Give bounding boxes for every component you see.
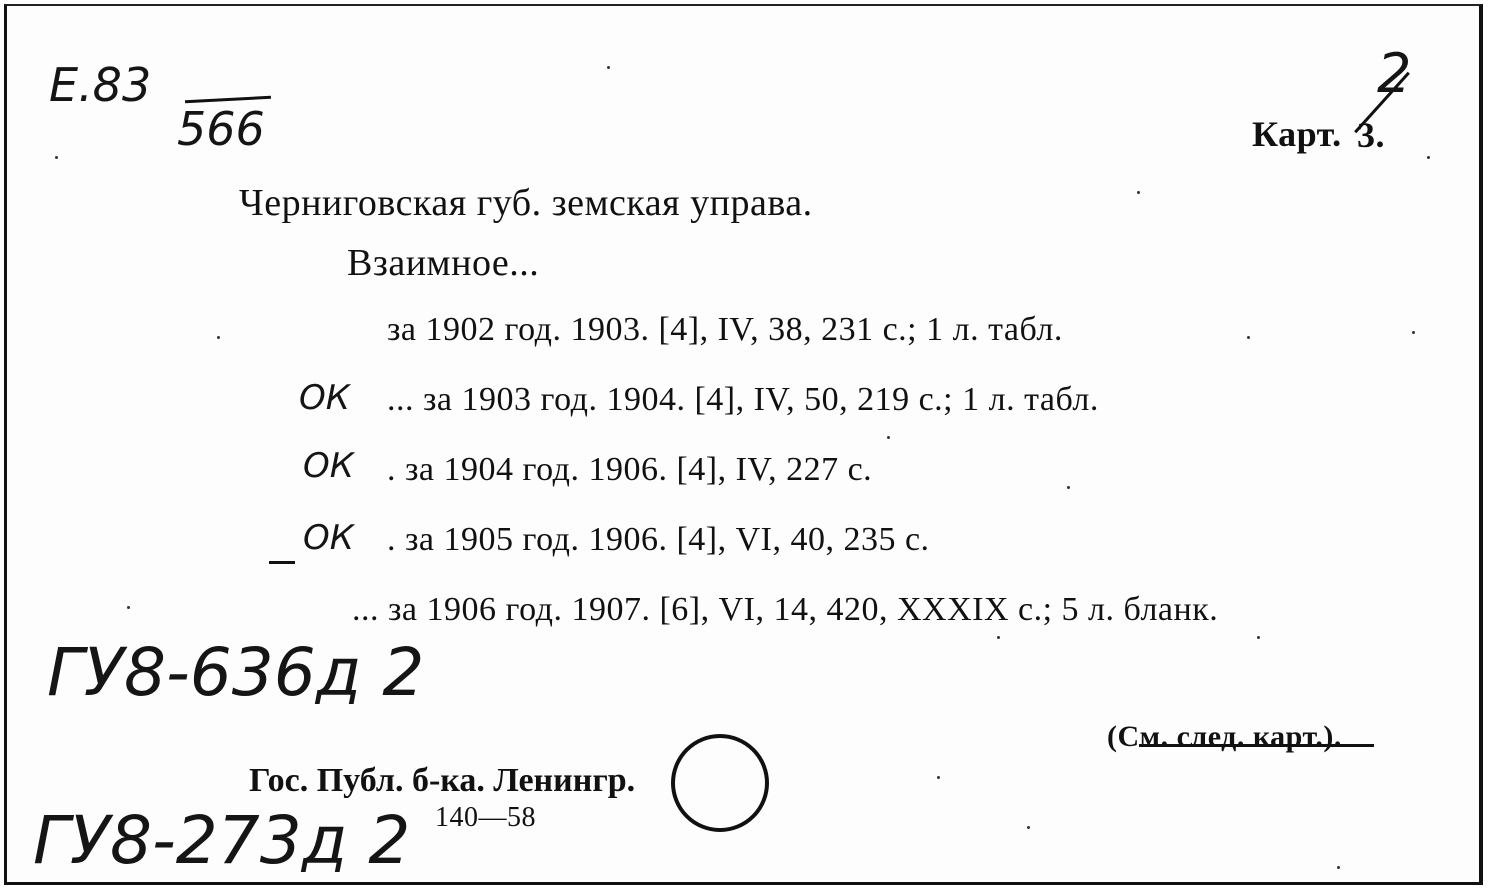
speck bbox=[1337, 866, 1340, 869]
catalog-card bbox=[4, 4, 1483, 885]
speck bbox=[217, 336, 220, 339]
speck bbox=[887, 436, 890, 439]
entry-1904-mark: ОК bbox=[303, 446, 354, 486]
handwritten-code-2: ГУ8-273д 2 bbox=[33, 802, 411, 879]
card-number-handwritten: 2 bbox=[1377, 42, 1412, 105]
entry-1905-mark: ОК bbox=[303, 518, 354, 558]
speck bbox=[997, 636, 1000, 639]
see-next-card-note: (См. след. карт.). bbox=[1107, 720, 1342, 753]
speck bbox=[607, 66, 610, 69]
shelf-mark: E.83 bbox=[49, 58, 152, 112]
entry-1906: ... за 1906 год. 1907. [6], VI, 14, 420, XXXIX с.; 5 л. бланк. bbox=[352, 591, 1219, 628]
see-note-strike bbox=[1139, 744, 1374, 747]
entry-1903-mark: ОК bbox=[299, 378, 350, 418]
circle-stamp bbox=[671, 734, 769, 832]
speck bbox=[937, 776, 940, 779]
entry-1902: за 1902 год. 1903. [4], IV, 38, 231 с.; 1 л. табл. bbox=[387, 311, 1063, 348]
speck bbox=[1137, 191, 1140, 194]
entry-1903: ... за 1903 год. 1904. [4], IV, 50, 219 с.; 1 л. табл. bbox=[387, 381, 1099, 418]
entry-1904: . за 1904 год. 1906. [4], IV, 227 с. bbox=[387, 451, 873, 488]
entry-1905: . за 1905 год. 1906. [4], VI, 40, 235 с. bbox=[387, 521, 930, 558]
shelf-mark-sub: 566 bbox=[177, 102, 265, 156]
speck bbox=[1257, 636, 1260, 639]
speck bbox=[1027, 826, 1030, 829]
handwritten-code-1: ГУ8-636д 2 bbox=[47, 634, 425, 711]
speck bbox=[1412, 331, 1415, 334]
print-code: 140—58 bbox=[435, 802, 536, 833]
speck bbox=[127, 606, 130, 609]
card-subheading: Взаимное... bbox=[347, 242, 540, 284]
speck bbox=[1067, 486, 1070, 489]
entry-1905-dash bbox=[269, 561, 295, 564]
card-number-printed: 3. bbox=[1357, 115, 1385, 155]
card-heading: Черниговская губ. земская управа. bbox=[239, 182, 813, 224]
card-label: Карт. bbox=[1252, 114, 1342, 154]
speck bbox=[55, 156, 58, 159]
speck bbox=[1247, 336, 1250, 339]
library-imprint: Гос. Публ. б-ка. Ленингр. bbox=[249, 762, 636, 799]
speck bbox=[1427, 156, 1430, 159]
